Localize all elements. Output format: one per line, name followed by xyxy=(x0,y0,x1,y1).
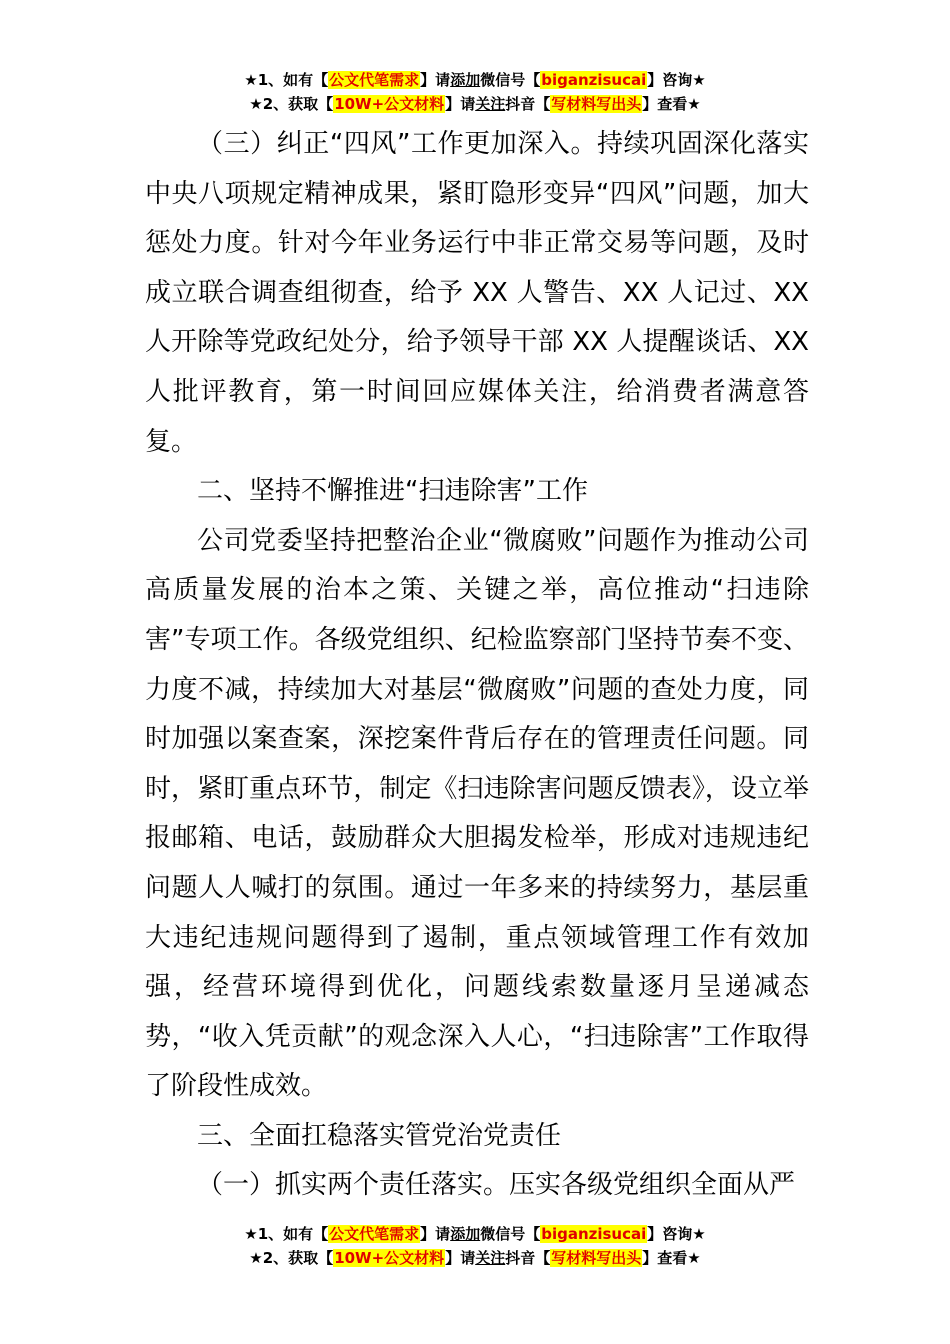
paragraph-four-winds: （三）纠正“四风”工作更加深入。持续巩固深化落实中央八项规定精神成果，紧盯隐形变异“四风”问题，加大惩处力度。针对今年业务运行中非正常交易等问题，及时成立联合调查组彻查，给予 XX 人警告、XX 人记过、XX 人开除等党政纪处分，给予领导干部 XX 人提醒谈话、XX 人批评教育，第一时间回应媒体关注，给消费者满意答复。 xyxy=(145,129,809,457)
banner-text: 】请 xyxy=(420,1225,451,1243)
banner-text: 】请 xyxy=(445,1249,476,1267)
banner-emphasis: 关注 xyxy=(475,1249,506,1267)
banner-text: 】请 xyxy=(445,95,476,113)
banner-text: 抖音【 xyxy=(505,95,551,113)
banner-emphasis: 关注 xyxy=(475,95,506,113)
banner-text: 抖音【 xyxy=(505,1249,551,1267)
banner-wechat-id: biganzisucai xyxy=(541,1225,647,1243)
banner-text: 】查看★ xyxy=(642,1249,701,1267)
document-body xyxy=(145,120,809,1211)
banner-text: 微信号【 xyxy=(480,71,541,89)
banner-wechat-id: biganzisucai xyxy=(541,71,647,89)
banner-text: ★1、如有【 xyxy=(244,1225,329,1243)
banner-text: 】咨询★ xyxy=(647,1225,706,1243)
banner-highlight: 10W+公文材料 xyxy=(334,95,445,113)
banner-line-1 xyxy=(0,1222,950,1246)
banner-text: ★1、如有【 xyxy=(244,71,329,89)
banner-line-1 xyxy=(0,68,950,92)
banner-emphasis: 添加 xyxy=(450,71,481,89)
paragraph-anti-corruption: 公司党委坚持把整治企业“微腐败”问题作为推动公司高质量发展的治本之策、关键之举，高位推动“扫违除害”专项工作。各级党组织、纪检监察部门坚持节奏不变、力度不减，持续加大对基层“微腐败”问题的查处力度，同时加强以案查案，深挖案件背后存在的管理责任问题。同时，紧盯重点环节，制定《扫违除害问题反馈表》，设立举报邮箱、电话，鼓励群众大胆揭发检举，形成对违规违纪问题人人喊打的氛围。通过一年多来的持续努力，基层重大违纪违规问题得到了遏制，重点领域管理工作有效加强，经营环境得到优化，问题线索数量逐月呈递减态势，“收入凭贡献”的观念深入人心，“扫违除害”工作取得了阶段性成效。 xyxy=(145,525,809,1102)
banner-highlight: 公文代笔需求 xyxy=(329,1225,420,1243)
banner-text: 】查看★ xyxy=(642,95,701,113)
banner-highlight: 公文代笔需求 xyxy=(329,71,420,89)
banner-emphasis: 添加 xyxy=(450,1225,481,1243)
paragraph-responsibility: （一）抓实两个责任落实。压实各级党组织全面从严 xyxy=(197,1170,796,1201)
banner-text: ★2、获取【 xyxy=(249,1249,334,1267)
banner-text: 微信号【 xyxy=(480,1225,541,1243)
banner-text: 】请 xyxy=(420,71,451,89)
banner-douyin-id: 写材料写出头 xyxy=(551,95,642,113)
section-heading-3: 三、全面扛稳落实管党治党责任 xyxy=(197,1120,562,1151)
banner-line-2 xyxy=(0,92,950,116)
banner-text: ★2、获取【 xyxy=(249,95,334,113)
banner-highlight: 10W+公文材料 xyxy=(334,1249,445,1267)
header-banner xyxy=(0,68,950,116)
section-heading-2: 二、坚持不懈推进“扫违除害”工作 xyxy=(197,476,588,507)
footer-banner xyxy=(0,1222,950,1270)
banner-line-2 xyxy=(0,1246,950,1270)
banner-text: 】咨询★ xyxy=(647,71,706,89)
banner-douyin-id: 写材料写出头 xyxy=(551,1249,642,1267)
